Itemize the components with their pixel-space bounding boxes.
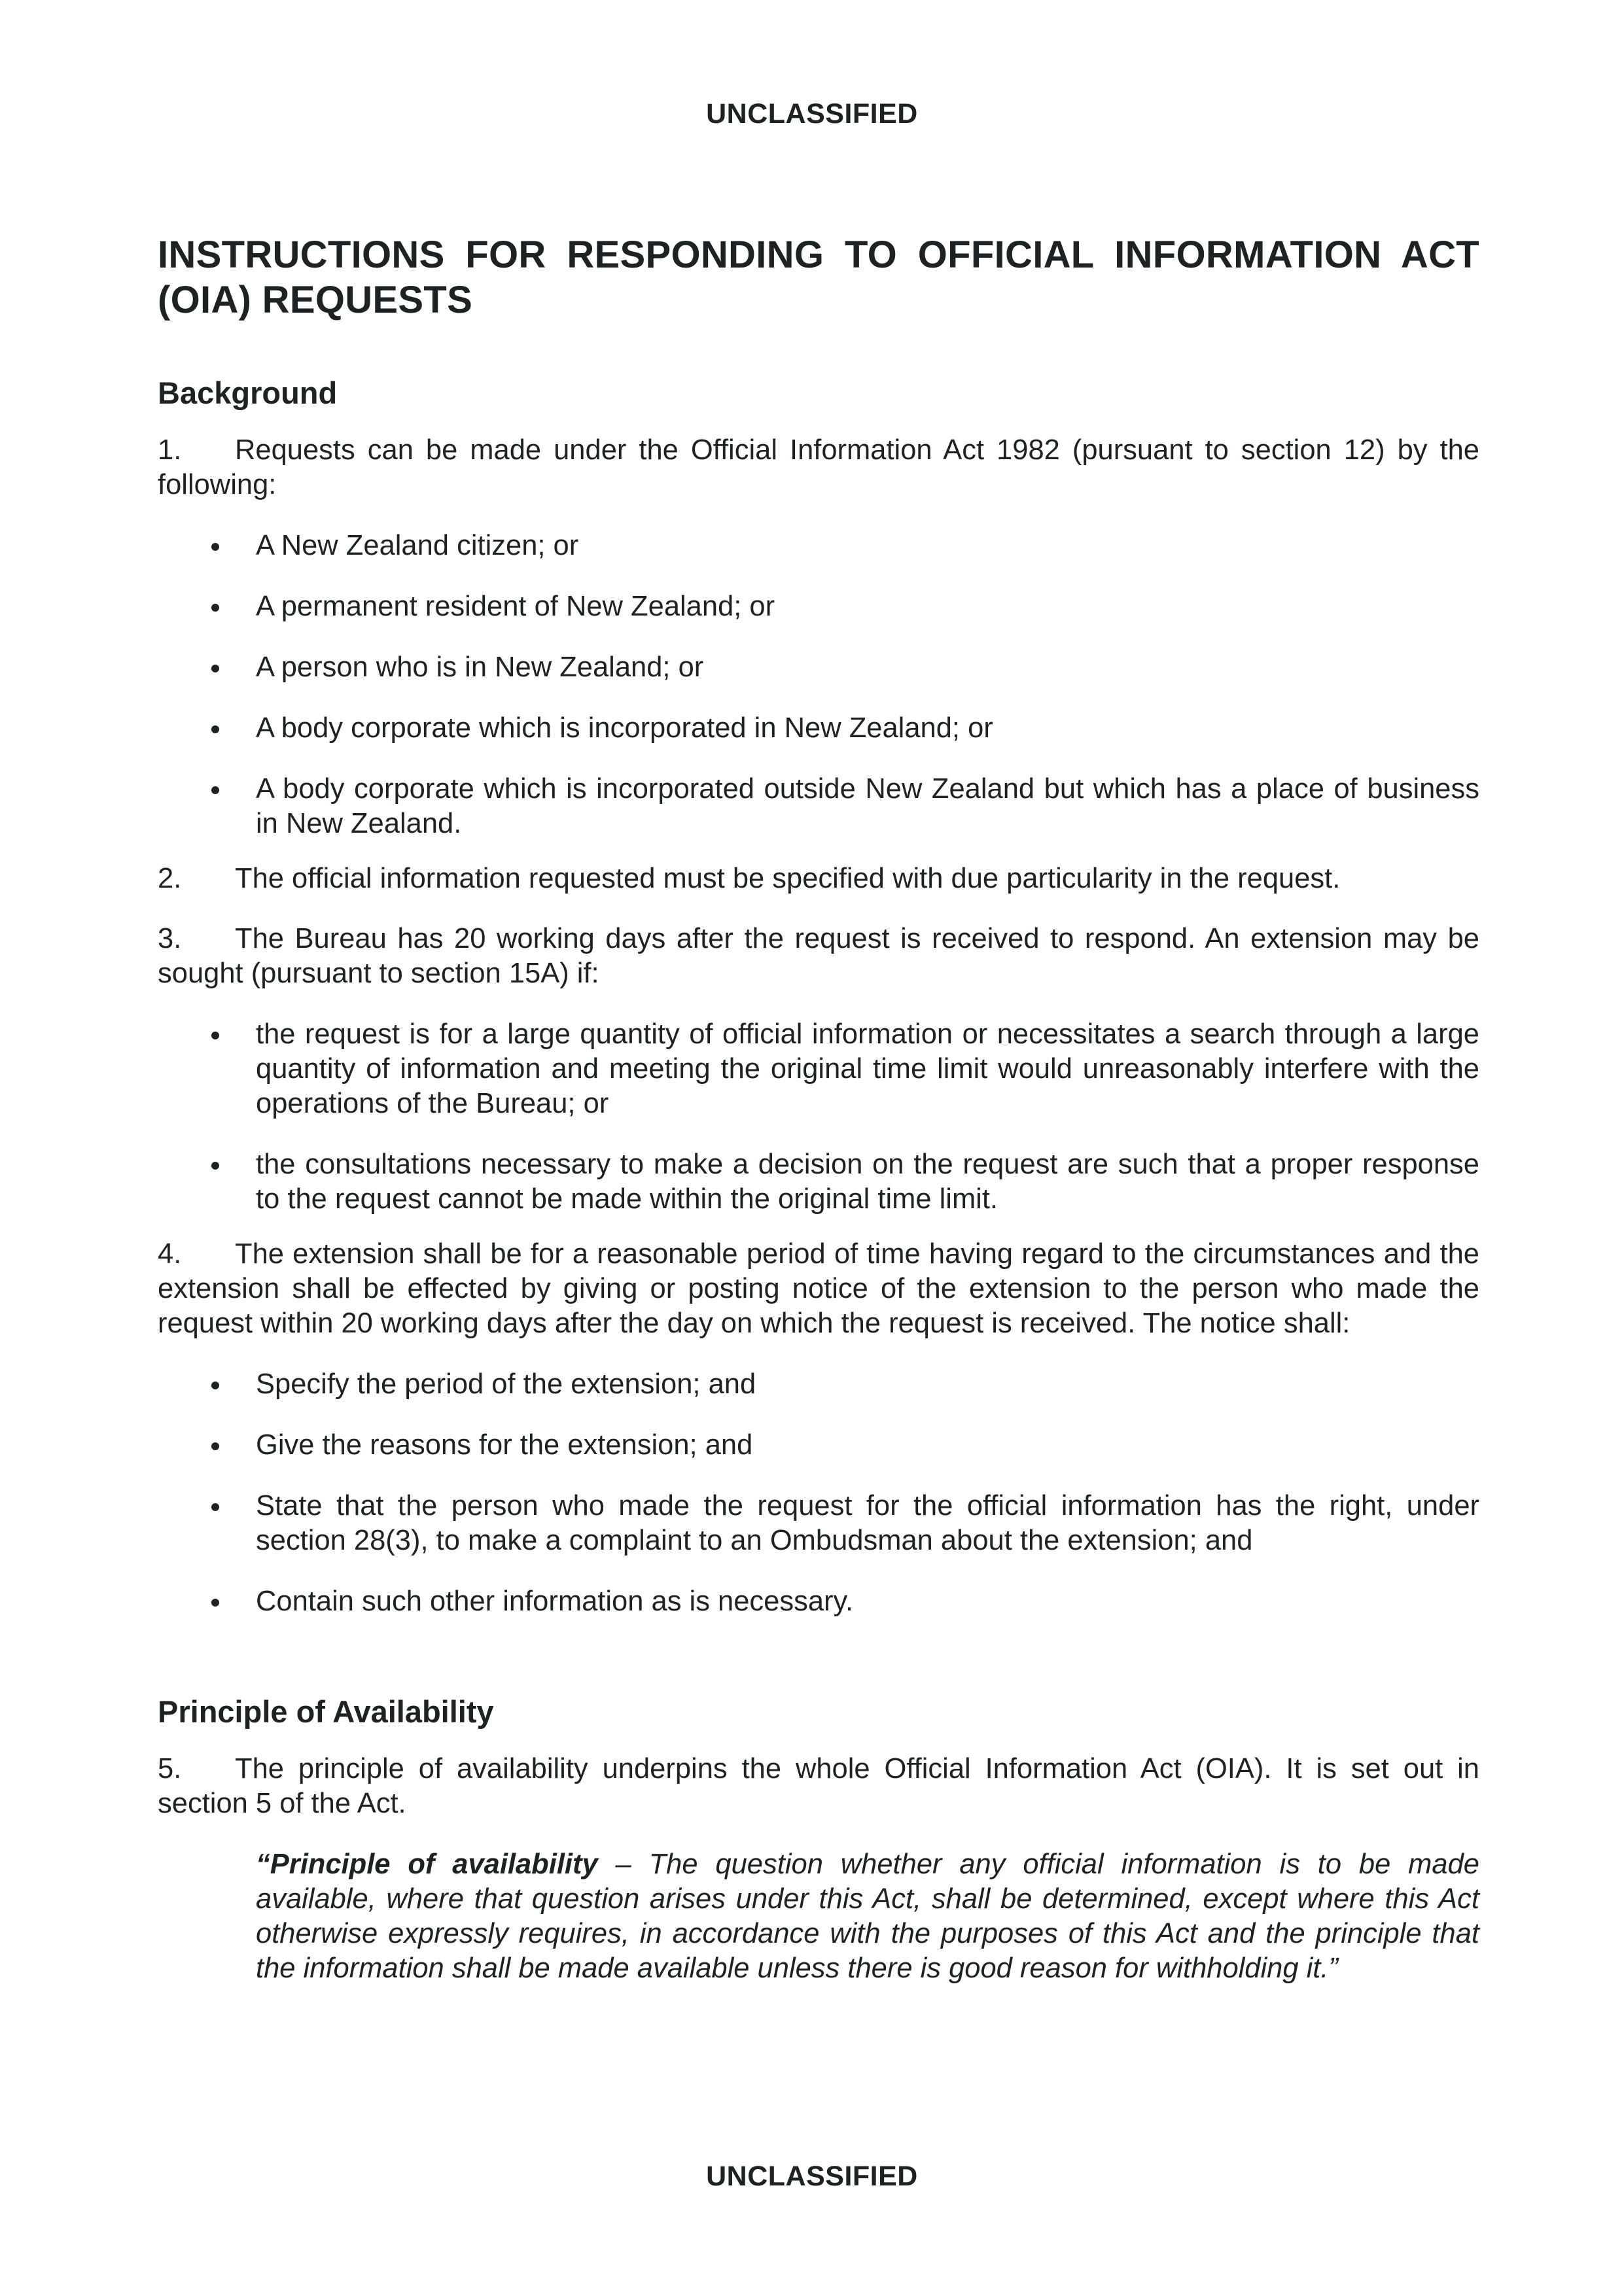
list-item-text: A person who is in New Zealand; or	[256, 652, 704, 683]
paragraph-number: 4.	[158, 1238, 182, 1270]
list-item-text: A New Zealand citizen; or	[256, 530, 579, 561]
bullet-icon	[211, 1503, 219, 1511]
list-item	[158, 1147, 1479, 1217]
list-item-text: A permanent resident of New Zealand; or	[256, 591, 775, 622]
paragraph-text: The Bureau has 20 working days after the request is received to respond. An extension may be sought (pursuant to section 15A) if:	[158, 923, 1479, 989]
paragraph-4	[158, 1237, 1479, 1341]
list-item-text: Give the reasons for the extension; and	[256, 1429, 753, 1461]
bullet-list-extension-grounds	[158, 1017, 1479, 1217]
paragraph-3	[158, 922, 1479, 991]
document-title: INSTRUCTIONS FOR RESPONDING TO OFFICIAL INFORMATION ACT (OIA) REQUESTS	[158, 234, 1479, 321]
paragraph-number: 2.	[158, 863, 182, 894]
statutory-quote	[256, 1847, 1479, 1986]
classification-header: UNCLASSIFIED	[706, 98, 918, 130]
list-item-text: Specify the period of the extension; and	[256, 1368, 756, 1400]
document-body	[158, 232, 1479, 1986]
bullet-icon	[211, 1599, 219, 1607]
section-heading-background: Background	[158, 375, 338, 410]
list-item-text: State that the person who made the request for the official information has the right, under section 28(3), to make a complaint to an Ombudsman about the extension; and	[256, 1490, 1479, 1556]
bullet-icon	[211, 1442, 219, 1450]
paragraph-text: The extension shall be for a reasonable period of time having regard to the circumstances and the extension shall be effected by giving or posting notice of the extension to the person who made the request within 20 working days after the day on which the request is received. The notice shall:	[158, 1238, 1479, 1339]
list-item	[158, 772, 1479, 841]
list-item	[158, 1489, 1479, 1558]
bullet-icon	[211, 543, 219, 551]
bullet-icon	[211, 786, 219, 794]
list-item	[158, 1017, 1479, 1121]
paragraph-1	[158, 433, 1479, 502]
list-item-text: the consultations necessary to make a decision on the request are such that a proper response to the request cannot be made within the original time limit.	[256, 1149, 1479, 1215]
paragraph-text: The principle of availability underpins the whole Official Information Act (OIA). It is set out in section 5 of the Act.	[158, 1753, 1479, 1819]
list-item	[158, 1367, 1479, 1402]
quote-text: The question whether any official information is to be made available, where that question arises under this Act, shall be determined, except where this Act otherwise expressly requires, in accordance with the purposes of this Act and the principle that the information shall be made available unless there is good reason for withholding it.	[256, 1849, 1479, 1984]
list-item	[158, 711, 1479, 746]
paragraph-text: Requests can be made under the Official Information Act 1982 (pursuant to section 12) by the following:	[158, 434, 1479, 500]
bullet-icon	[211, 1162, 219, 1170]
list-item-text: A body corporate which is incorporated in New Zealand; or	[256, 712, 993, 744]
paragraph-number: 1.	[158, 434, 182, 466]
classification-footer: UNCLASSIFIED	[706, 2161, 918, 2192]
quote-dash: –	[597, 1849, 649, 1880]
quote-defined-term: Principle of availability	[270, 1849, 598, 1880]
section-heading-principle-of-availability: Principle of Availability	[158, 1694, 494, 1729]
paragraph-number: 3.	[158, 923, 182, 954]
paragraph-number: 5.	[158, 1753, 182, 1784]
list-item-text: the request is for a large quantity of official information or necessitates a search through a large quantity of information and meeting the original time limit would unreasonably interfere with the operations of the Bureau; or	[256, 1018, 1479, 1119]
bullet-icon	[211, 665, 219, 672]
list-item	[158, 529, 1479, 563]
bullet-icon	[211, 1382, 219, 1389]
quote-close-mark: ”	[1328, 1953, 1338, 1984]
list-item	[158, 650, 1479, 685]
list-item	[158, 1428, 1479, 1463]
list-item-text: A body corporate which is incorporated outside New Zealand but which has a place of business in New Zealand.	[256, 773, 1479, 839]
paragraph-text: The official information requested must be specified with due particularity in the request.	[235, 863, 1341, 894]
list-item	[158, 589, 1479, 624]
list-item-text: Contain such other information as is necessary.	[256, 1586, 854, 1617]
bullet-list-eligible-requesters	[158, 529, 1479, 841]
bullet-icon	[211, 725, 219, 733]
quote-open-mark: “	[256, 1849, 270, 1880]
bullet-icon	[211, 1032, 219, 1039]
bullet-icon	[211, 604, 219, 612]
list-item	[158, 1584, 1479, 1619]
paragraph-5	[158, 1752, 1479, 1821]
paragraph-2	[158, 861, 1479, 896]
bullet-list-notice-requirements	[158, 1367, 1479, 1619]
